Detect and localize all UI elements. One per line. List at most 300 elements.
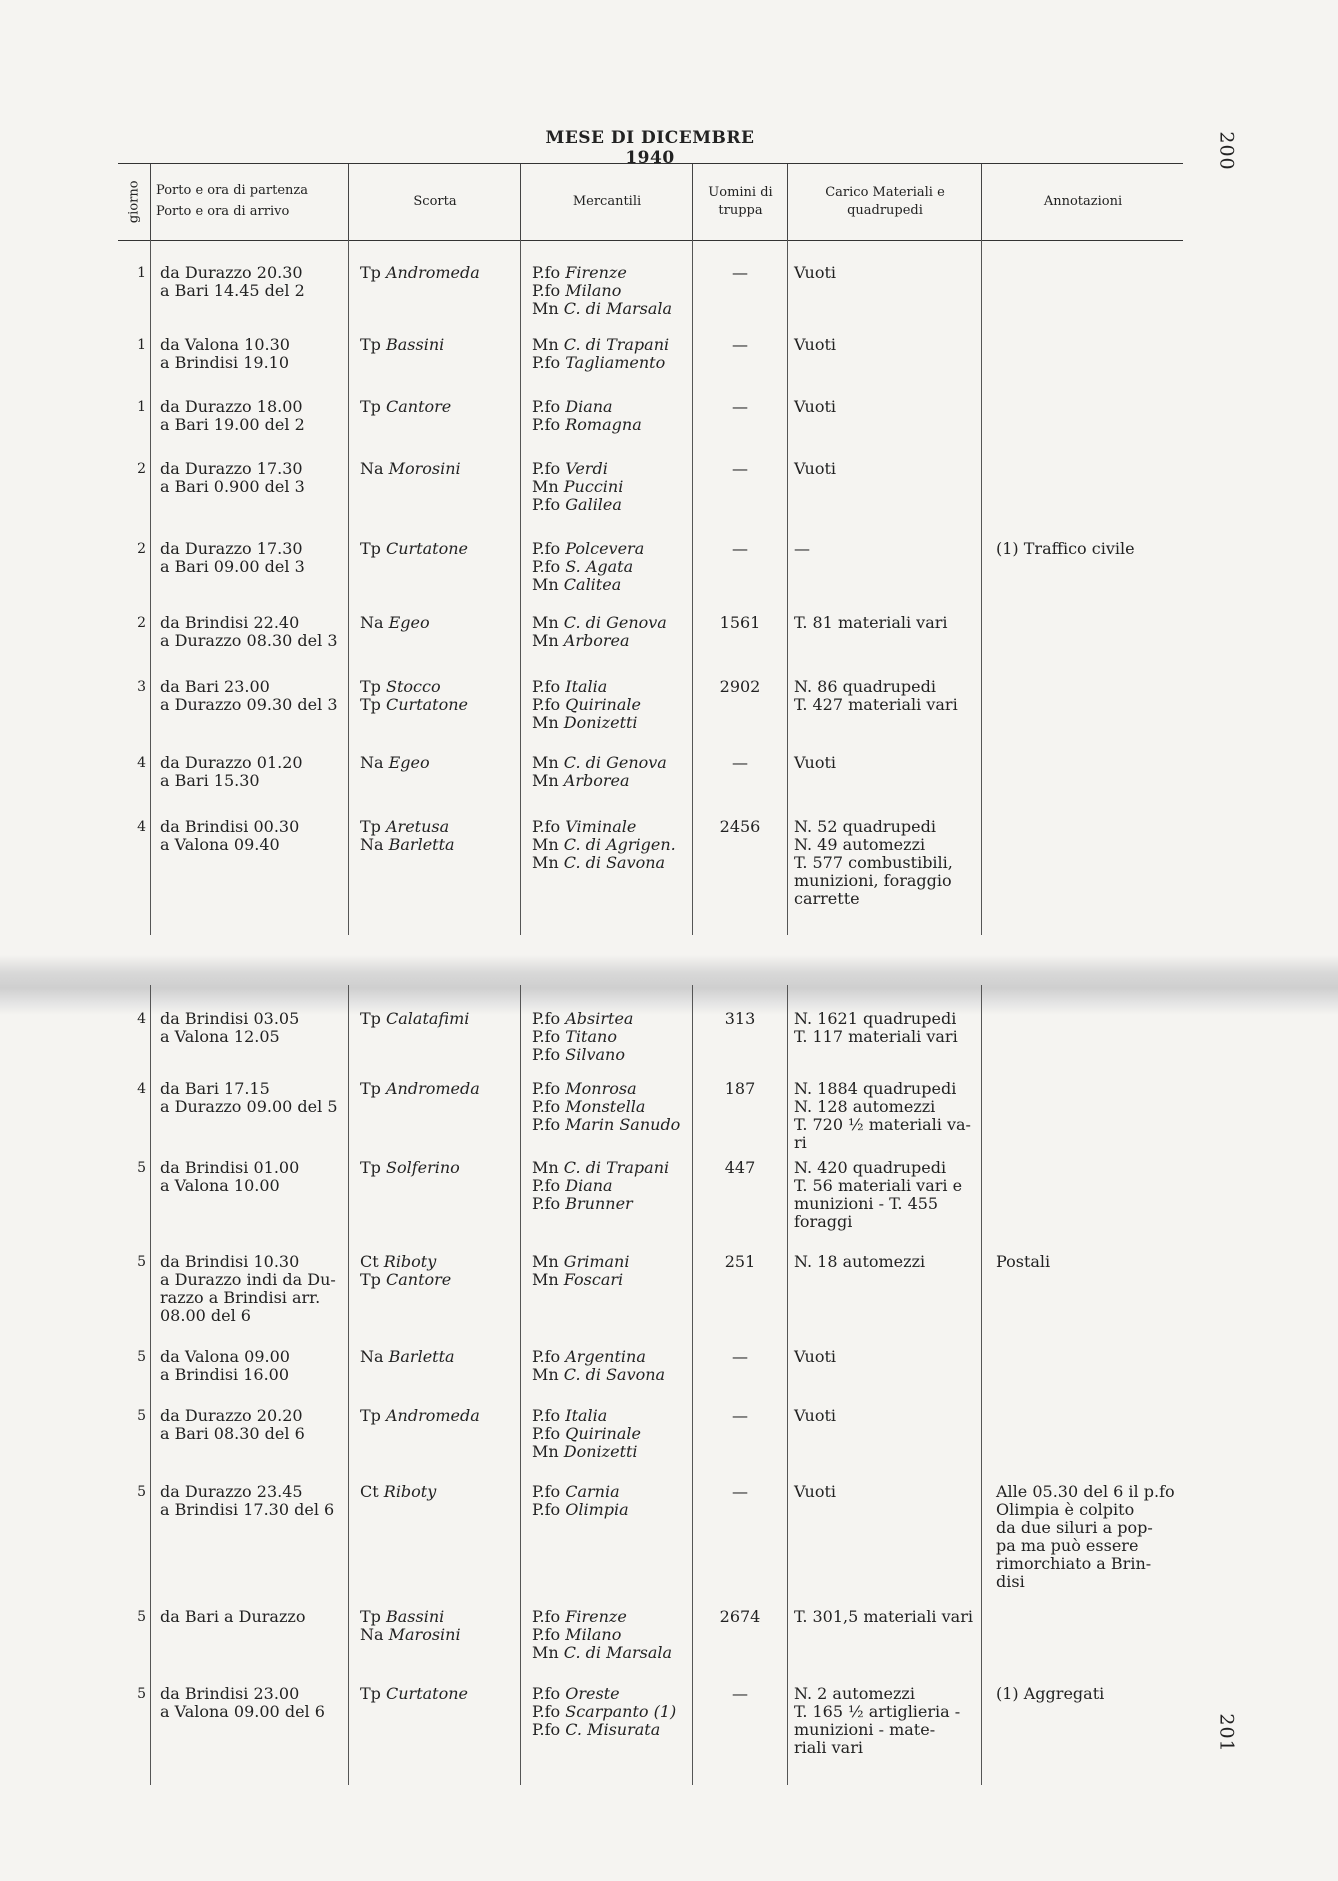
route-cell xyxy=(160,1348,350,1384)
cargo-line: munizioni - mate- xyxy=(794,1720,936,1739)
ship-name: Egeo xyxy=(388,753,430,772)
page-number-top: 200 xyxy=(1215,131,1238,171)
route-cell xyxy=(160,614,350,650)
ship-type: P.fo xyxy=(532,353,566,372)
ship-type: Tp xyxy=(360,1158,386,1177)
cargo-line: N. 128 automezzi xyxy=(794,1097,936,1116)
route-line: a Valona 10.00 xyxy=(160,1176,280,1195)
escort-line xyxy=(360,1626,520,1644)
route-line: da Brindisi 10.30 xyxy=(160,1252,300,1271)
note-line: da due siluri a pop- xyxy=(996,1518,1153,1537)
merchants-cell xyxy=(532,336,692,372)
escort-cell xyxy=(360,336,520,354)
escort-line xyxy=(360,1407,520,1425)
merchants-cell xyxy=(532,540,692,594)
route-line: a Valona 09.00 del 6 xyxy=(160,1702,325,1721)
ship-type: Mn xyxy=(532,1365,564,1384)
day-cell: 4 xyxy=(137,1011,146,1027)
route-line: 08.00 del 6 xyxy=(160,1306,251,1325)
route-cell xyxy=(160,1483,350,1519)
merchant-line xyxy=(532,1348,692,1366)
ship-type: P.fo xyxy=(532,1079,566,1098)
note-cell xyxy=(996,1483,1186,1591)
route-line: da Valona 09.00 xyxy=(160,1347,290,1366)
day-cell: 3 xyxy=(137,679,146,695)
ship-name: Puccini xyxy=(563,477,624,496)
troops-cell: — xyxy=(732,397,748,416)
note-line: Alle 05.30 del 6 il p.fo xyxy=(996,1482,1175,1501)
escort-line xyxy=(360,754,520,772)
merchant-line xyxy=(532,1703,692,1721)
ship-name: C. di Marsala xyxy=(563,299,673,318)
ship-type: Na xyxy=(360,753,389,772)
cargo-line: riali vari xyxy=(794,1738,863,1757)
ship-type: P.fo xyxy=(532,1702,566,1721)
note-line: disi xyxy=(996,1572,1025,1591)
merchants-cell xyxy=(532,678,692,732)
ship-type: Ct xyxy=(360,1482,384,1501)
cargo-line: munizioni - T. 455 xyxy=(794,1194,939,1213)
escort-cell xyxy=(360,1483,520,1501)
ship-name: C. di Marsala xyxy=(563,1643,673,1662)
route-cell xyxy=(160,264,350,300)
merchant-line xyxy=(532,1195,692,1213)
day-cell: 4 xyxy=(137,819,146,835)
merchants-cell xyxy=(532,1483,692,1519)
escort-line xyxy=(360,336,520,354)
ship-name: Foscari xyxy=(563,1270,624,1289)
ship-type: P.fo xyxy=(532,1097,566,1116)
ship-type: Tp xyxy=(360,695,386,714)
ship-name: Quirinale xyxy=(565,1424,641,1443)
troops-cell: — xyxy=(732,753,748,772)
day-cell: 4 xyxy=(137,755,146,771)
escort-line xyxy=(360,1608,520,1626)
cargo-cell xyxy=(794,540,980,558)
ship-type: P.fo xyxy=(532,397,566,416)
route-cell xyxy=(160,818,350,854)
merchant-line xyxy=(532,632,692,650)
ship-name: Calatafimi xyxy=(386,1009,470,1028)
ship-type: P.fo xyxy=(532,695,566,714)
merchant-line xyxy=(532,540,692,558)
merchant-line xyxy=(532,1608,692,1626)
ship-name: Firenze xyxy=(565,263,627,282)
route-line: a Bari 19.00 del 2 xyxy=(160,415,305,434)
merchant-line xyxy=(532,460,692,478)
day-cell: 5 xyxy=(137,1484,146,1500)
note-line: Postali xyxy=(996,1252,1051,1271)
merchant-line xyxy=(532,1028,692,1046)
cargo-line: Vuoti xyxy=(794,335,837,354)
ship-type: Tp xyxy=(360,1406,386,1425)
escort-line xyxy=(360,1010,520,1028)
ship-name: Riboty xyxy=(383,1252,437,1271)
cargo-cell xyxy=(794,1159,980,1231)
day-cell: 2 xyxy=(137,461,146,477)
merchant-line xyxy=(532,398,692,416)
merchants-cell xyxy=(532,1608,692,1662)
merchant-line xyxy=(532,614,692,632)
ship-type: P.fo xyxy=(532,1406,566,1425)
ship-name: Galilea xyxy=(565,495,622,514)
merchant-line xyxy=(532,1626,692,1644)
cargo-line: T. 81 materiali vari xyxy=(794,613,948,632)
troops-cell: — xyxy=(732,1684,748,1703)
header-porto-partenza: Porto e ora di partenza xyxy=(156,183,308,199)
day-cell: 1 xyxy=(137,337,146,353)
escort-cell xyxy=(360,754,520,772)
merchants-cell xyxy=(532,1685,692,1739)
ship-name: Arborea xyxy=(563,631,630,650)
cargo-line: munizioni, foraggio xyxy=(794,871,952,890)
ship-type: Mn xyxy=(532,1252,564,1271)
escort-line xyxy=(360,696,520,714)
ship-type: P.fo xyxy=(532,1720,566,1739)
ship-type: Ct xyxy=(360,1252,384,1271)
merchant-line xyxy=(532,854,692,872)
merchant-line xyxy=(532,1159,692,1177)
merchant-line xyxy=(532,496,692,514)
route-cell xyxy=(160,1159,350,1195)
merchant-line xyxy=(532,576,692,594)
ship-name: Milano xyxy=(565,1625,622,1644)
cargo-line: T. 427 materiali vari xyxy=(794,695,958,714)
cargo-cell xyxy=(794,1010,980,1046)
merchant-line xyxy=(532,1644,692,1662)
cargo-cell xyxy=(794,336,980,354)
ship-type: Tp xyxy=(360,1684,386,1703)
day-cell: 5 xyxy=(137,1609,146,1625)
ship-type: P.fo xyxy=(532,1424,566,1443)
ship-name: Verdi xyxy=(565,459,608,478)
cargo-line: T. 720 ½ materiali va- xyxy=(794,1115,971,1134)
cargo-line: N. 420 quadrupedi xyxy=(794,1158,947,1177)
route-line: da Durazzo 20.30 xyxy=(160,263,303,282)
table-header xyxy=(118,163,1183,241)
note-cell xyxy=(996,1253,1186,1271)
cargo-line: carrette xyxy=(794,889,860,908)
merchant-line xyxy=(532,558,692,576)
ship-type: Mn xyxy=(532,575,564,594)
ship-name: Italia xyxy=(565,1406,608,1425)
ship-type: P.fo xyxy=(532,539,566,558)
ship-name: Barletta xyxy=(388,835,455,854)
ship-type: Tp xyxy=(360,677,386,696)
escort-line xyxy=(360,1685,520,1703)
ship-type: Tp xyxy=(360,817,386,836)
ship-type: Mn xyxy=(532,835,564,854)
ship-name: Solferino xyxy=(386,1158,460,1177)
header-mercantili: Mercantili xyxy=(520,164,693,240)
route-line: da Brindisi 23.00 xyxy=(160,1684,300,1703)
ship-name: C. di Genova xyxy=(563,613,667,632)
day-cell: 4 xyxy=(137,1081,146,1097)
ship-name: C. di Trapani xyxy=(563,1158,670,1177)
cargo-line: Vuoti xyxy=(794,263,837,282)
merchants-cell xyxy=(532,1010,692,1064)
ship-type: Mn xyxy=(532,753,564,772)
header-porto xyxy=(150,164,349,240)
merchant-line xyxy=(532,772,692,790)
merchant-line xyxy=(532,354,692,372)
ship-name: Firenze xyxy=(565,1607,627,1626)
route-line: a Durazzo 08.30 del 3 xyxy=(160,631,338,650)
ship-name: Andromeda xyxy=(386,1079,480,1098)
cargo-cell xyxy=(794,818,980,908)
header-porto-arrivo: Porto e ora di arrivo xyxy=(156,204,290,219)
merchant-line xyxy=(532,336,692,354)
note-cell xyxy=(996,540,1186,558)
table-body-top xyxy=(118,240,1183,935)
ship-type: Mn xyxy=(532,1270,564,1289)
escort-cell xyxy=(360,1080,520,1098)
ship-type: Mn xyxy=(532,1643,564,1662)
escort-cell xyxy=(360,1159,520,1177)
ship-name: Arborea xyxy=(563,771,630,790)
ship-type: P.fo xyxy=(532,817,566,836)
cargo-line: foraggi xyxy=(794,1212,853,1231)
troops-cell: 2674 xyxy=(719,1607,761,1626)
column-divider xyxy=(787,985,788,1785)
ship-name: Egeo xyxy=(388,613,430,632)
merchant-line xyxy=(532,1483,692,1501)
merchant-line xyxy=(532,1080,692,1098)
ship-name: Curtatone xyxy=(386,695,468,714)
cargo-cell xyxy=(794,1608,980,1626)
ship-name: Diana xyxy=(565,397,613,416)
troops-cell: 1561 xyxy=(719,613,761,632)
ship-name: Titano xyxy=(565,1027,617,1046)
route-cell xyxy=(160,540,350,576)
escort-cell xyxy=(360,1685,520,1703)
ship-type: Mn xyxy=(532,335,564,354)
ship-name: Barletta xyxy=(388,1347,455,1366)
ship-name: Marin Sanudo xyxy=(565,1115,681,1134)
route-line: a Bari 14.45 del 2 xyxy=(160,281,305,300)
cargo-line: T. 117 materiali vari xyxy=(794,1027,958,1046)
ship-type: Mn xyxy=(532,853,564,872)
route-line: a Bari 0.900 del 3 xyxy=(160,477,305,496)
troops-cell: 2456 xyxy=(719,817,761,836)
merchants-cell xyxy=(532,614,692,650)
ship-name: Bassini xyxy=(386,335,445,354)
troops-cell: — xyxy=(732,263,748,282)
ship-name: Calitea xyxy=(563,575,622,594)
day-cell: 1 xyxy=(137,265,146,281)
ship-type: Na xyxy=(360,459,389,478)
route-line: da Brindisi 22.40 xyxy=(160,613,300,632)
cargo-line: Vuoti xyxy=(794,1482,837,1501)
ship-type: Mn xyxy=(532,477,564,496)
route-cell xyxy=(160,1685,350,1721)
escort-line xyxy=(360,1271,520,1289)
escort-cell xyxy=(360,1010,520,1028)
troops-cell: — xyxy=(732,1406,748,1425)
merchants-cell xyxy=(532,818,692,872)
ship-type: P.fo xyxy=(532,459,566,478)
column-divider xyxy=(692,985,693,1785)
route-line: da Durazzo 23.45 xyxy=(160,1482,303,1501)
ship-type: P.fo xyxy=(532,1027,566,1046)
ship-name: Andromeda xyxy=(386,1406,480,1425)
day-cell: 5 xyxy=(137,1254,146,1270)
route-line: da Bari a Durazzo xyxy=(160,1607,306,1626)
route-cell xyxy=(160,1010,350,1046)
ship-name: Stocco xyxy=(386,677,441,696)
merchant-line xyxy=(532,1253,692,1271)
ship-name: Viminale xyxy=(565,817,637,836)
ship-type: P.fo xyxy=(532,1607,566,1626)
troops-cell: — xyxy=(732,1347,748,1366)
header-scorta: Scorta xyxy=(348,164,521,240)
ship-type: Na xyxy=(360,1625,389,1644)
route-line: a Durazzo indi da Du- xyxy=(160,1270,336,1289)
ship-type: Na xyxy=(360,1347,389,1366)
cargo-line: Vuoti xyxy=(794,1347,837,1366)
troops-cell: 187 xyxy=(724,1079,756,1098)
ship-name: Morosini xyxy=(388,459,461,478)
ship-type: Na xyxy=(360,613,389,632)
route-line: razzo a Brindisi arr. xyxy=(160,1288,321,1307)
cargo-cell xyxy=(794,678,980,714)
merchant-line xyxy=(532,714,692,732)
merchant-line xyxy=(532,696,692,714)
route-line: da Brindisi 01.00 xyxy=(160,1158,300,1177)
merchants-cell xyxy=(532,1348,692,1384)
cargo-line: ri xyxy=(794,1133,807,1152)
ship-name: Silvano xyxy=(565,1045,625,1064)
ship-type: Mn xyxy=(532,1442,564,1461)
page-number-bottom: 201 xyxy=(1215,1713,1238,1753)
cargo-cell xyxy=(794,614,980,632)
merchant-line xyxy=(532,1366,692,1384)
troops-cell: — xyxy=(732,1482,748,1501)
ship-name: Donizetti xyxy=(563,713,638,732)
merchants-cell xyxy=(532,1407,692,1461)
merchants-cell xyxy=(532,1080,692,1134)
ship-name: C. di Trapani xyxy=(563,335,670,354)
route-line: da Durazzo 01.20 xyxy=(160,753,303,772)
cargo-line: Vuoti xyxy=(794,1406,837,1425)
cargo-cell xyxy=(794,754,980,772)
escort-cell xyxy=(360,1407,520,1425)
route-line: da Durazzo 18.00 xyxy=(160,397,303,416)
merchant-line xyxy=(532,754,692,772)
note-line: (1) Traffico civile xyxy=(996,539,1135,558)
route-cell xyxy=(160,1080,350,1116)
ship-name: Grimani xyxy=(563,1252,630,1271)
ship-type: Tp xyxy=(360,335,386,354)
day-cell: 5 xyxy=(137,1408,146,1424)
route-cell xyxy=(160,460,350,496)
ship-name: Oreste xyxy=(565,1684,620,1703)
route-line: a Durazzo 09.00 del 5 xyxy=(160,1097,338,1116)
merchant-line xyxy=(532,1721,692,1739)
route-line: a Durazzo 09.30 del 3 xyxy=(160,695,338,714)
day-cell: 5 xyxy=(137,1686,146,1702)
ship-type: P.fo xyxy=(532,1009,566,1028)
column-divider xyxy=(520,240,521,935)
merchant-line xyxy=(532,818,692,836)
day-cell: 5 xyxy=(137,1349,146,1365)
cargo-cell xyxy=(794,398,980,416)
ship-type: P.fo xyxy=(532,1115,566,1134)
route-line: da Brindisi 00.30 xyxy=(160,817,300,836)
day-cell: 2 xyxy=(137,615,146,631)
ship-name: Marosini xyxy=(388,1625,461,1644)
ship-name: Milano xyxy=(565,281,622,300)
ship-name: Italia xyxy=(565,677,608,696)
ship-name: Tagliamento xyxy=(565,353,666,372)
route-cell xyxy=(160,398,350,434)
ship-name: Riboty xyxy=(383,1482,437,1501)
merchant-line xyxy=(532,678,692,696)
cargo-line: Vuoti xyxy=(794,459,837,478)
cargo-line: Vuoti xyxy=(794,753,837,772)
ship-type: Tp xyxy=(360,263,386,282)
ship-type: P.fo xyxy=(532,495,566,514)
ship-name: S. Agata xyxy=(565,557,634,576)
ship-name: Romagna xyxy=(565,415,642,434)
merchants-cell xyxy=(532,1159,692,1213)
merchant-line xyxy=(532,478,692,496)
cargo-cell xyxy=(794,1348,980,1366)
route-line: a Bari 09.00 del 3 xyxy=(160,557,305,576)
header-giorno: giorno xyxy=(126,180,142,224)
merchant-line xyxy=(532,1443,692,1461)
merchants-cell xyxy=(532,754,692,790)
escort-line xyxy=(360,398,520,416)
ship-type: P.fo xyxy=(532,1194,566,1213)
note-line: (1) Aggregati xyxy=(996,1684,1105,1703)
ship-name: Cantore xyxy=(386,397,452,416)
merchants-cell xyxy=(532,1253,692,1289)
ship-name: Andromeda xyxy=(386,263,480,282)
merchant-line xyxy=(532,300,692,318)
route-cell xyxy=(160,754,350,790)
cargo-cell xyxy=(794,1483,980,1501)
note-line: rimorchiato a Brin- xyxy=(996,1554,1152,1573)
troops-cell: — xyxy=(732,459,748,478)
ship-type: P.fo xyxy=(532,1045,566,1064)
note-cell xyxy=(996,1685,1186,1703)
escort-cell xyxy=(360,614,520,632)
ship-type: P.fo xyxy=(532,677,566,696)
escort-line xyxy=(360,614,520,632)
cargo-line: N. 1884 quadrupedi xyxy=(794,1079,957,1098)
route-line: a Brindisi 19.10 xyxy=(160,353,290,372)
merchant-line xyxy=(532,1177,692,1195)
ship-name: Argentina xyxy=(565,1347,646,1366)
troops-cell: 447 xyxy=(724,1158,756,1177)
troops-cell: 2902 xyxy=(719,677,761,696)
ship-type: Mn xyxy=(532,1158,564,1177)
escort-cell xyxy=(360,1608,520,1644)
escort-cell xyxy=(360,1253,520,1289)
cargo-line: T. 56 materiali vari e xyxy=(794,1176,963,1195)
ship-name: Cantore xyxy=(386,1270,452,1289)
day-cell: 5 xyxy=(137,1160,146,1176)
ship-name: Brunner xyxy=(565,1194,633,1213)
route-cell xyxy=(160,1608,350,1626)
route-line: da Bari 23.00 xyxy=(160,677,270,696)
escort-cell xyxy=(360,1348,520,1366)
ship-name: Bassini xyxy=(386,1607,445,1626)
ship-type: Mn xyxy=(532,771,564,790)
route-line: da Durazzo 17.30 xyxy=(160,459,303,478)
route-line: da Bari 17.15 xyxy=(160,1079,270,1098)
